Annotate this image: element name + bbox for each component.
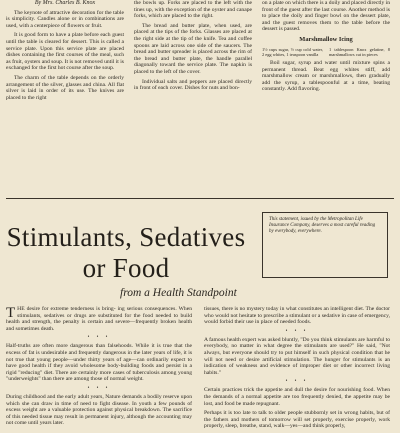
paragraph: on a plate on which there is a doily and placed directly in front of the guest after the last course. Another method is to place the doily and finger bowl on the dessert plate, and the guest removes them to the table before the dessert is passed.	[262, 0, 390, 33]
column-top-middle	[134, 0, 252, 95]
paragraph: the bowls up. Forks are placed to the left with the tines up, with the exception of the oyster and canape forks, which are placed to the right.	[134, 0, 252, 20]
paragraph: The charm of the table depends on the orderly arrangement of the silver, glasses and china. All flat silver is laid in order of its use. The knives are placed to the right	[6, 74, 124, 101]
section-dots: • • •	[87, 335, 111, 341]
paragraph: Perhaps it is too late to talk to older people stubbornly set in wrong habits, but of the fathers and mothers of tomorrow will set properly, exercise properly, work properly, sleep, breathe, stand, walk—yes—and think properly,	[204, 410, 390, 430]
section-divider	[6, 198, 394, 199]
section-dots: • • •	[87, 385, 111, 391]
paragraph: A famous health expert was asked bluntly, "Do you think stimulants are harmful to everybody, no matter in what degree the stimulants are used?" He said, "Not always, but everyone should try to put himself in such physical condition that he will not need or desire artificial stimulation. The hunger for stimulants is an indication of weakness and evidence of improper diet or other incorrect living habits."	[204, 336, 390, 376]
recipe-title: Marshmallow Icing	[299, 35, 353, 43]
article-title-line2: or Food	[82, 253, 170, 283]
paragraph: Half-truths are often more dangerous than falsehoods. While it is true that the excess of fat is undesirable and frequently dangerous in the later years of life, it is not true that young people—under thirty years of age—can ordinarily expect to have good health if they avoid wholesome body-building foods and persist in a rigid "reducing" diet. There are certainly more cases of tuberculosis among young "underweights" than there are among those of normal weight.	[6, 343, 192, 383]
article-title	[6, 222, 246, 284]
paragraph: Certain practices trick the appetite and dull the desire for nourishing food. When the demands of a normal appetite are too frequently denied, the appetite may be lost, and food be made repugnant.	[204, 387, 390, 407]
paragraph: The bread and butter plate, when used, are placed at the tips of the forks. Glasses are placed at the right side at the tip of the knife. Tea and coffee spoons are laid across one side of the saucers. The bread and butter spreader is placed across the rim of the bread and butter plate, the handle parallel diagonally toward the service plate. The napkin is placed to the left of the cover.	[134, 22, 252, 75]
paragraph: Individual salts and peppers are placed directly in front of each cover. Dishes for nuts and bon-	[134, 78, 252, 92]
section-dots: • • •	[285, 328, 309, 334]
column-top-right	[262, 0, 390, 96]
paragraph: It is good form to have a plate before each guest until the table is cleared for dessert. This is called a service plate. Upon this service plate are placed dishes containing the first courses of the meal, such as fruit, oysters and soup. It is not removed until it is exchanged for the first hot course after the soup.	[6, 32, 124, 72]
recipe-ingredients-left: 1½ cups sugar, ½ cup cold water, 2 egg whites, 1 teaspoon vanilla	[262, 46, 323, 57]
notice-box: This statement, issued by the Metropolitan Life Insurance Company, deserves a most careful reading by everybody, everywhere.	[262, 212, 388, 278]
paragraph-text: HE desire for extreme tenderness is bring- ing serious consequences. When stimulants, sedatives or drugs are substituted for the food needed to build health and strength, the penalty is certain and severe—frequently broken health and sometimes death.	[6, 306, 192, 332]
drop-cap: T	[6, 305, 16, 321]
column-top-left	[6, 0, 124, 104]
recipe-instructions: Boil sugar, syrup and water until mixture spins a permanent thread. Beat egg whites stiff, add marshmallow cream or marshmallows, then gradually add the syrup, a tablespoonful at a time, beating constantly. Add flavoring.	[262, 59, 390, 93]
recipe-ingredients	[262, 47, 390, 57]
section-dots: • • •	[285, 379, 309, 385]
byline: By Mrs. Charles B. Knox	[34, 0, 96, 6]
article-title-line1: Stimulants, Sedatives	[6, 222, 246, 252]
recipe-ingredients-right: 1 tablespoon Knox gelatine, 8 marshmallows cut in pieces	[329, 46, 390, 57]
article-column-left	[6, 306, 192, 430]
paragraph: During childhood and the early adult years, Nature demands a bodily reserve upon which she can draw in time of need to fight disease. In youth a few pounds of excess weight are a valuable protection against physical breakdown. The sacrifice of this needed tissue may result in permanent injury, although the accounting may not come until years later.	[6, 393, 192, 427]
paragraph: tissues, there is no mystery today in what constitutes an intelligent diet. The doctor who would not hesitate to prescribe a stimulant or a sedative in case of emergency, would forbid their use in place of needed foods.	[204, 306, 390, 326]
paragraph	[6, 306, 192, 332]
paragraph: The keynote of attractive decoration for the table is simplicity. Candles alone or in combinations are used, with a centerpiece of flowers or fruit.	[6, 9, 124, 29]
article-subtitle: from a Health Standpoint	[120, 287, 237, 299]
article-column-right	[204, 306, 390, 433]
